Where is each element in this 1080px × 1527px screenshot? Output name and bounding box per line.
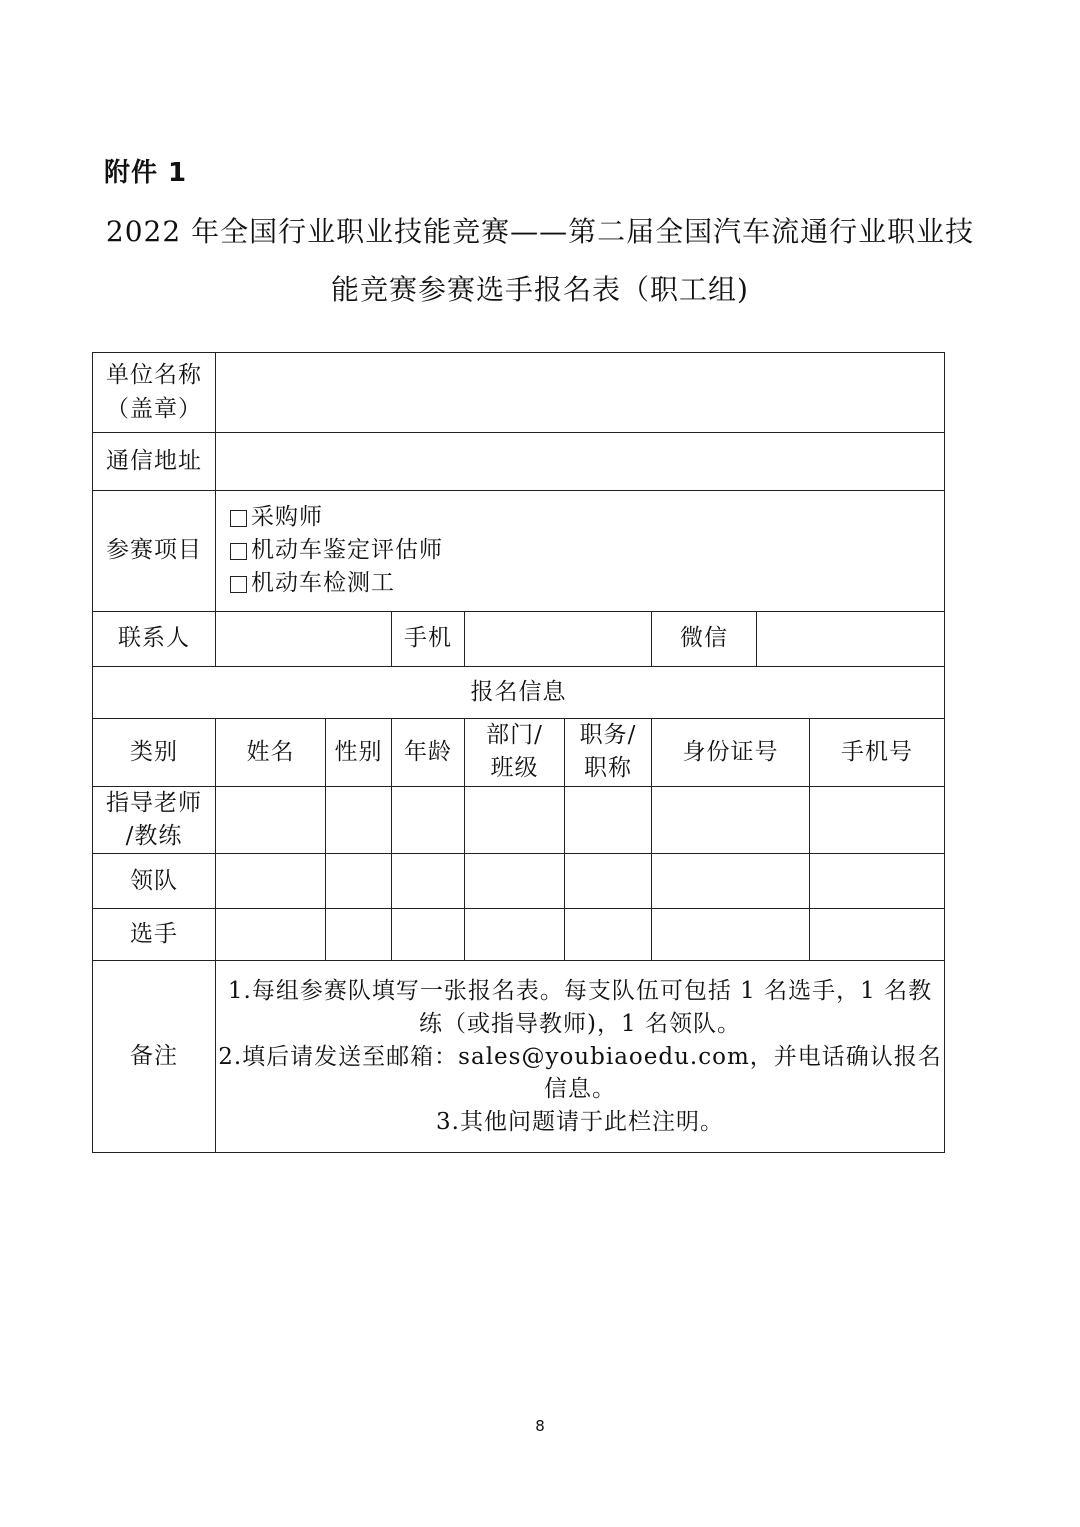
- leader-id-cell[interactable]: [652, 854, 810, 909]
- attachment-label: 附件 1: [104, 158, 188, 188]
- checkbox-icon[interactable]: [230, 543, 247, 560]
- coach-id-cell[interactable]: [652, 786, 810, 854]
- col-header-age: 年龄: [392, 719, 465, 787]
- player-gender-cell[interactable]: [326, 909, 392, 961]
- col-header-department-line-2: 班级: [490, 755, 539, 782]
- note-1: 1.每组参赛队填写一张报名表。每支队伍可包括 1 名选手，1 名教练（或指导教师)，1 名领队。: [227, 978, 933, 1037]
- player-position-cell[interactable]: [565, 909, 652, 961]
- project-option-label: 采购师: [251, 504, 323, 531]
- project-option-label: 机动车检测工: [251, 570, 395, 597]
- col-header-position-line-1: 职务/: [579, 722, 637, 748]
- project-row: [93, 491, 945, 612]
- coach-department-cell[interactable]: [465, 786, 565, 854]
- mobile-field[interactable]: [465, 612, 652, 667]
- row-label-leader: 领队: [93, 854, 216, 909]
- project-label: 参赛项目: [93, 491, 216, 612]
- wechat-label: 微信: [652, 612, 757, 667]
- address-field[interactable]: [216, 433, 945, 491]
- registration-form-table: [92, 352, 945, 1153]
- player-department-cell[interactable]: [465, 909, 565, 961]
- address-label: 通信地址: [93, 433, 216, 491]
- unit-name-label-line-1: 单位名称: [106, 362, 202, 389]
- section-title: 报名信息: [93, 667, 945, 719]
- coach-name-cell[interactable]: [216, 786, 326, 854]
- address-row: [93, 433, 945, 491]
- notes-row: [93, 961, 945, 1153]
- player-name-cell[interactable]: [216, 909, 326, 961]
- leader-age-cell[interactable]: [392, 854, 465, 909]
- leader-phone-cell[interactable]: [810, 854, 945, 909]
- document-title-line-1: 2022 年全国行业职业技能竞赛——第二届全国汽车流通行业职业技: [105, 215, 975, 248]
- table-row-leader: [93, 854, 945, 909]
- note-3: 3.其他问题请于此栏注明。: [436, 1108, 724, 1135]
- leader-name-cell[interactable]: [216, 854, 326, 909]
- document-title-line-2: 能竞赛参赛选手报名表（职工组): [331, 273, 749, 306]
- col-header-id-number: 身份证号: [652, 719, 810, 787]
- player-age-cell[interactable]: [392, 909, 465, 961]
- col-header-phone: 手机号: [810, 719, 945, 787]
- row-label-coach: [93, 786, 216, 854]
- table-row-player: [93, 909, 945, 961]
- col-header-category: 类别: [93, 719, 216, 787]
- coach-phone-cell[interactable]: [810, 786, 945, 854]
- col-header-position-line-2: 职称: [584, 755, 632, 782]
- unit-name-label: [93, 353, 216, 433]
- unit-name-field[interactable]: [216, 353, 945, 433]
- coach-age-cell[interactable]: [392, 786, 465, 854]
- coach-position-cell[interactable]: [565, 786, 652, 854]
- checkbox-icon[interactable]: [230, 510, 247, 527]
- coach-gender-cell[interactable]: [326, 786, 392, 854]
- contact-field[interactable]: [216, 612, 392, 667]
- leader-department-cell[interactable]: [465, 854, 565, 909]
- unit-name-row: [93, 353, 945, 433]
- player-phone-cell[interactable]: [810, 909, 945, 961]
- note-2: 2.填后请发送至邮箱：sales@youbiaoedu.com，并电话确认报名信息。: [218, 1043, 942, 1103]
- notes-label: 备注: [93, 961, 216, 1153]
- contact-label: 联系人: [93, 612, 216, 667]
- row-label-player: 选手: [93, 909, 216, 961]
- leader-position-cell[interactable]: [565, 854, 652, 909]
- project-option-vehicle-appraiser[interactable]: [228, 535, 944, 568]
- page-number: 8: [535, 1417, 545, 1435]
- checkbox-icon[interactable]: [230, 576, 247, 593]
- row-label-coach-line-2: /教练: [125, 823, 183, 850]
- col-header-department: [465, 719, 565, 787]
- unit-name-label-line-2: （盖章）: [106, 395, 202, 422]
- col-header-department-line-1: 部门/: [486, 722, 543, 748]
- notes-content: [216, 961, 945, 1153]
- contact-row: [93, 612, 945, 667]
- col-header-gender: 性别: [326, 719, 392, 787]
- row-label-coach-line-1: 指导老师: [106, 789, 202, 816]
- wechat-field[interactable]: [757, 612, 945, 667]
- project-options: [216, 491, 945, 612]
- mobile-label: 手机: [392, 612, 465, 667]
- col-header-position: [565, 719, 652, 787]
- column-header-row: [93, 719, 945, 787]
- player-id-cell[interactable]: [652, 909, 810, 961]
- project-option-vehicle-inspector[interactable]: [228, 568, 944, 601]
- project-option-procurement[interactable]: [228, 502, 944, 535]
- leader-gender-cell[interactable]: [326, 854, 392, 909]
- table-row-coach: [93, 786, 945, 854]
- col-header-name: 姓名: [216, 719, 326, 787]
- section-title-row: [93, 667, 945, 719]
- project-option-label: 机动车鉴定评估师: [251, 537, 443, 564]
